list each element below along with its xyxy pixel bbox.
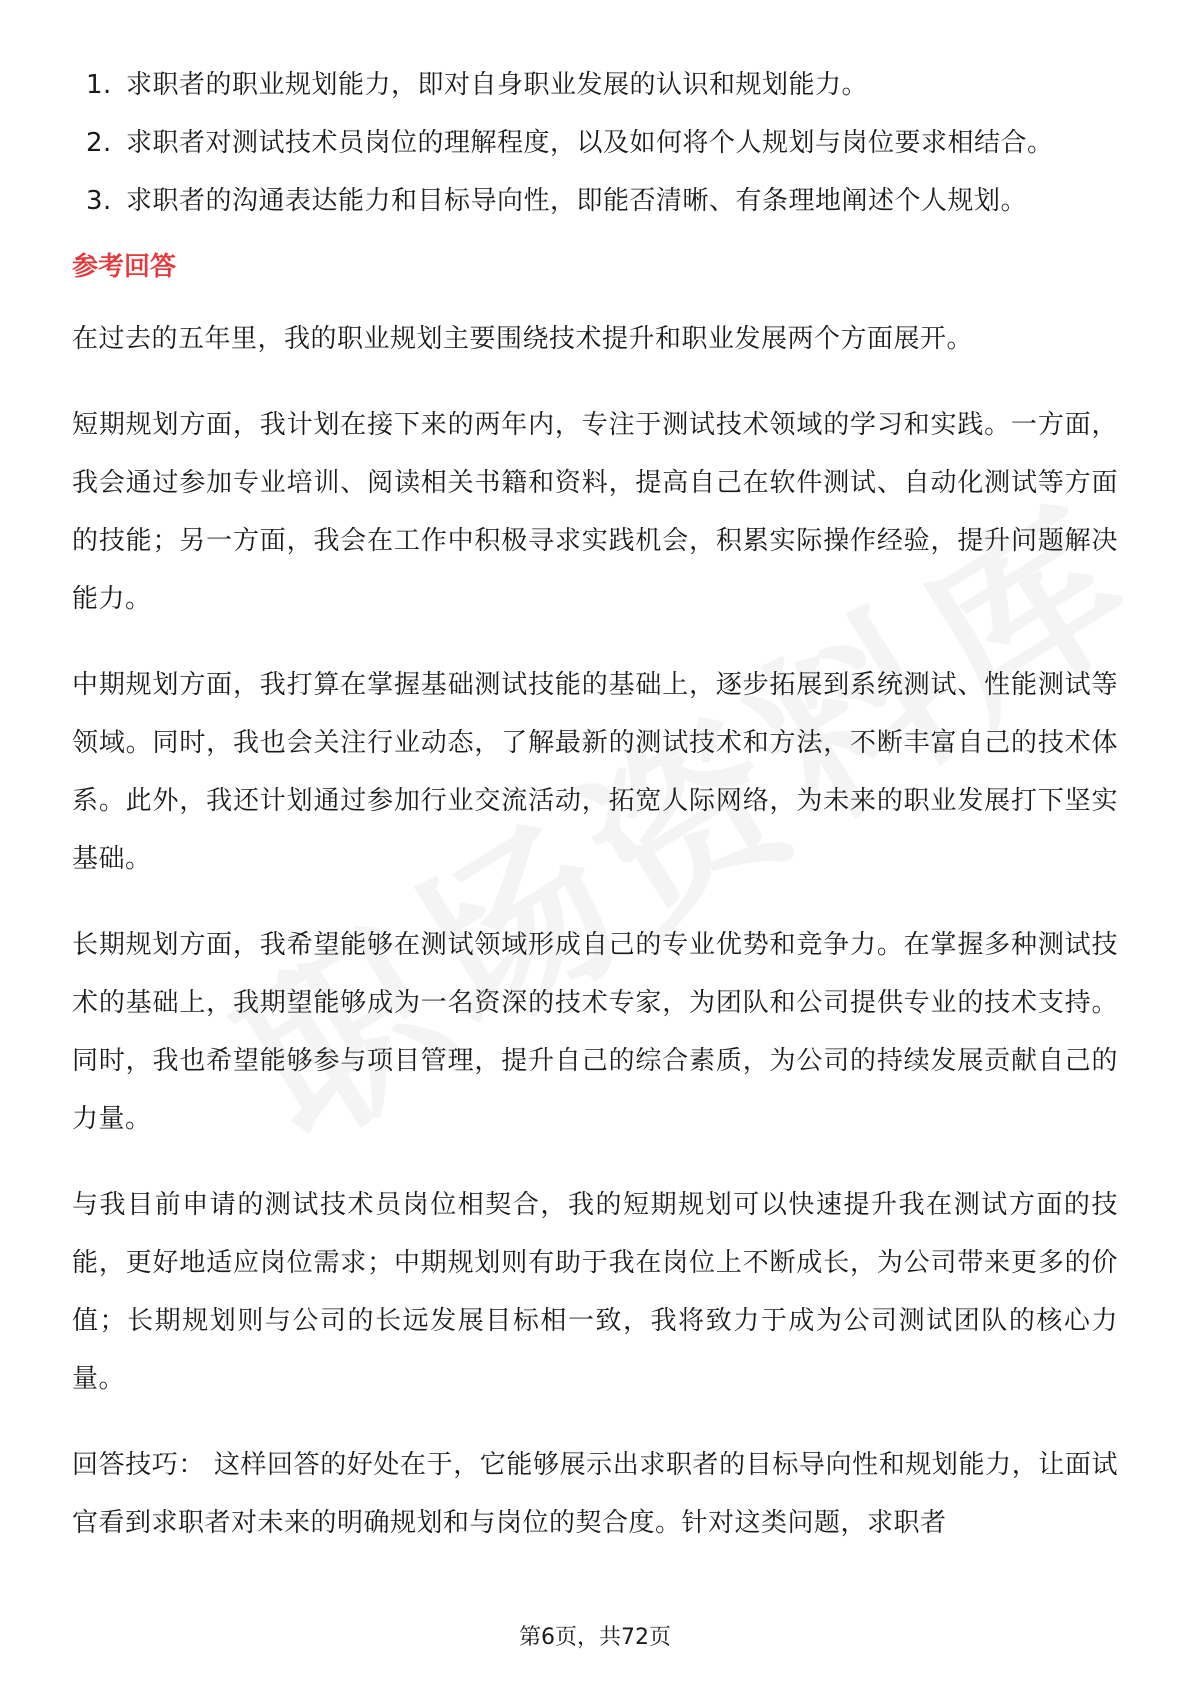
paragraph-long-term: 长期规划方面，我希望能够在测试领域形成自己的专业优势和竞争力。在掌握多种测试技术的基础上，我期望能够成为一名资深的技术专家，为团队和公司提供专业的技术支持。同时，我也希望能够参与项目管理，提升自己的综合素质，为公司的持续发展贡献自己的力量。 <box>72 930 1118 1134</box>
list-item <box>72 114 1118 172</box>
list-number: 2. <box>86 128 112 158</box>
paragraph-alignment: 与我目前申请的测试技术员岗位相契合，我的短期规划可以快速提升我在测试方面的技能，更好地适应岗位需求；中期规划则有助于我在岗位上不断成长，为公司带来更多的价值；长期规划则与公司的长远发展目标相一致，我将致力于成为公司测试团队的核心力量。 <box>72 1190 1118 1394</box>
paragraph-short-term: 短期规划方面，我计划在接下来的两年内，专注于测试技术领域的学习和实践。一方面，我会通过参加专业培训、阅读相关书籍和资料，提高自己在软件测试、自动化测试等方面的技能；另一方面，我会在工作中积极寻求实践机会，积累实际操作经验，提升问题解决能力。 <box>72 410 1118 614</box>
list-number: 3. <box>86 186 112 216</box>
page-footer: 第6页，共72页 <box>519 1625 671 1650</box>
list-text: 求职者的职业规划能力，即对自身职业发展的认识和规划能力。 <box>126 70 869 100</box>
paragraph-mid-term: 中期规划方面，我打算在掌握基础测试技能的基础上，逐步拓展到系统测试、性能测试等领域。同时，我也会关注行业动态，了解最新的测试技术和方法，不断丰富自己的技术体系。此外，我还计划通过参加行业交流活动，拓宽人际网络，为未来的职业发展打下坚实基础。 <box>72 670 1118 874</box>
list-number: 1. <box>86 70 112 100</box>
paragraph-tips: 回答技巧： 这样回答的好处在于，它能够展示出求职者的目标导向性和规划能力，让面试官看到求职者对未来的明确规划和与岗位的契合度。针对这类问题，求职者 <box>72 1450 1118 1538</box>
list-item <box>72 56 1118 114</box>
list-text: 求职者对测试技术员岗位的理解程度，以及如何将个人规划与岗位要求相结合。 <box>126 128 1054 158</box>
list-text: 求职者的沟通表达能力和目标导向性，即能否清晰、有条理地阐述个人规划。 <box>126 186 1028 216</box>
document-page <box>72 56 1118 1552</box>
paragraph-intro: 在过去的五年里，我的职业规划主要围绕技术提升和职业发展两个方面展开。 <box>72 324 974 354</box>
section-heading: 参考回答 <box>72 252 177 282</box>
evaluation-points-list <box>72 56 1118 230</box>
list-item <box>72 172 1118 230</box>
